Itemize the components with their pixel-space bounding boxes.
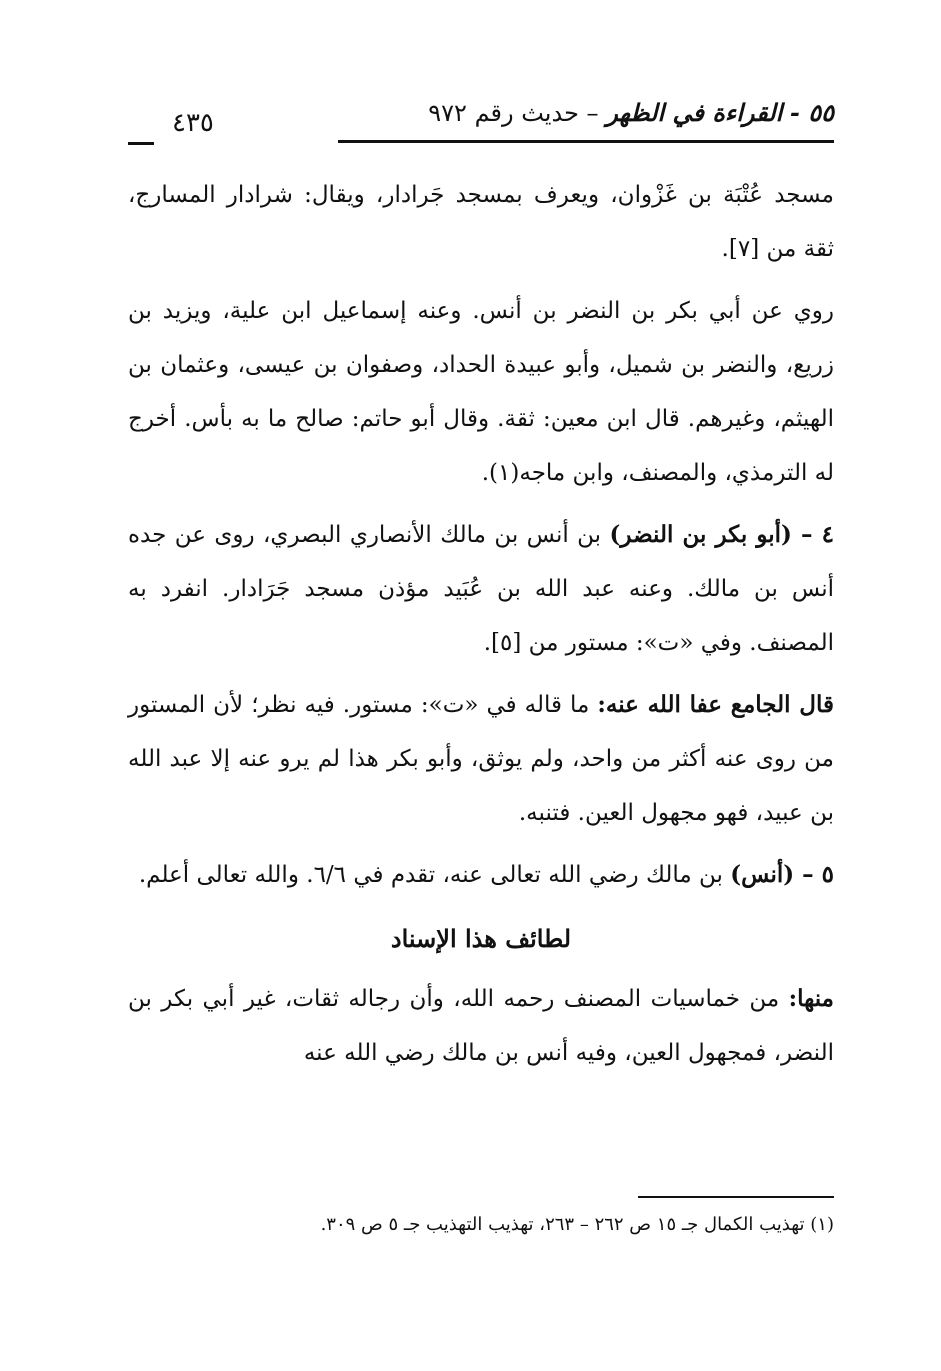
section-heading: لطائف هذا الإسناد	[390, 924, 572, 953]
narrator-name: ٤ – (أبو بكر بن النضر)	[609, 521, 834, 548]
paragraph-narrator-4: ٤ – (أبو بكر بن النضر) بن أنس بن مالك الأنصاري البصري، روى عن جده أنس بن مالك. وعنه عبد الله بن عُبَيد مؤذن مسجد جَرَادار. انفرد به المصنف. وفي «ت»: مستور من [٥].	[128, 521, 834, 656]
footnote: (١) تهذيب الكمال جـ ١٥ ص ٢٦٢ – ٢٦٣، تهذيب التهذيب جـ ٥ ص ٣٠٩.	[320, 1214, 834, 1235]
compiler-label: قال الجامع عفا الله عنه:	[597, 691, 834, 718]
page-number-rule	[128, 142, 154, 145]
running-title	[428, 98, 834, 127]
notes-label: منها:	[788, 985, 834, 1012]
hadith-reference: – حديث رقم ٩٧٢	[428, 99, 599, 127]
paragraph-continuation: مسجد عُتْبَة بن غَزْوان، ويعرف بمسجد جَرادار، ويقال: شرادار المسارج، ثقة من [٧].	[128, 182, 834, 262]
main-text	[128, 168, 834, 1088]
paragraph-narrator-5: ٥ – (أنس) بن مالك رضي الله تعالى عنه، تقدم في ٦/٦. والله تعالى أعلم.	[138, 861, 834, 888]
page-header	[128, 96, 834, 146]
header-rule	[338, 140, 834, 143]
page-number: ٤٣٥	[172, 108, 214, 138]
paragraph-narrator-3: روي عن أبي بكر بن النضر بن أنس. وعنه إسماعيل ابن علية، ويزيد بن زريع، والنضر بن شميل، وأبو عبيدة الحداد، وصفوان بن عيسى، وعثمان بن الهيثم، وغيرهم. قال ابن معين: ثقة. وقال أبو حاتم: صالح ما به بأس. أخرج له الترمذي، والمصنف، وابن ماجه(١).	[128, 298, 834, 486]
narrator-name: ٥ – (أنس)	[730, 861, 834, 888]
paragraph-isnad-notes: منها: من خماسيات المصنف رحمه الله، وأن رجاله ثقات، غير أبي بكر بن النضر، فمجهول العين، وفيه أنس بن مالك رضي الله عنه	[128, 985, 834, 1066]
chapter-number: ٥٥ -	[789, 98, 834, 127]
chapter-title: القراءة في الظهر	[606, 98, 783, 127]
footnote-separator	[638, 1196, 834, 1198]
paragraph-compiler-note: قال الجامع عفا الله عنه: ما قاله في «ت»: مستور. فيه نظر؛ لأن المستور من روى عنه أكثر من واحد، ولم يوثق، وأبو بكر هذا لم يرو عنه إلا عبد الله بن عبيد، فهو مجهول العين. فتنبه.	[128, 691, 834, 826]
